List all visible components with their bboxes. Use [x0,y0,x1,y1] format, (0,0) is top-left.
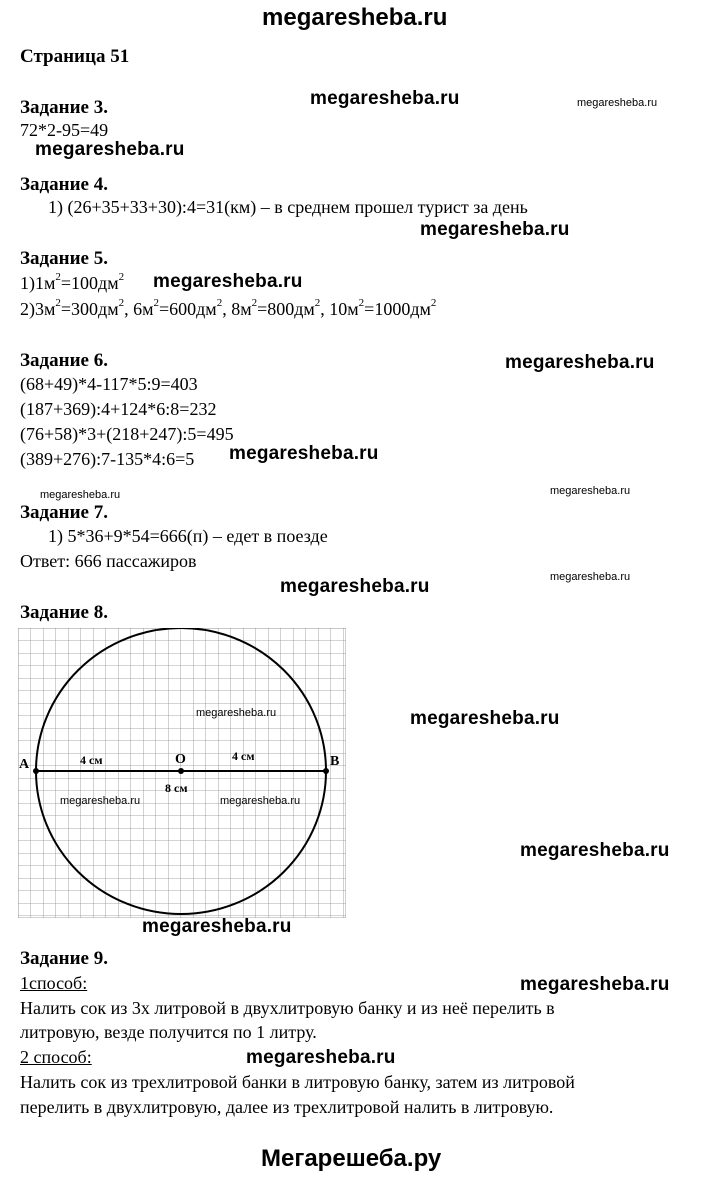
watermark: megaresheba.ru [229,443,379,464]
label-o: O [175,752,186,767]
task-6-title: Задание 6. [20,350,108,371]
task-6-line-4: (389+276):7-135*4:6=5 [20,449,195,469]
point-a [33,768,39,774]
watermark-small: megaresheba.ru [60,795,141,807]
watermark: megaresheba.ru [520,974,670,995]
task-6-line-2: (187+369):4+124*6:8=232 [20,399,217,419]
watermark: megaresheba.ru [520,840,670,861]
task-7-title: Задание 7. [20,502,108,523]
task-7-line: 1) 5*36+9*54=666(п) – едет в поезде [48,526,328,546]
task-9-title: Задание 9. [20,948,108,969]
watermark: megaresheba.ru [35,139,185,160]
task-4-line: 1) (26+35+33+30):4=31(км) – в среднем прошел турист за день [48,197,528,217]
task-6-line-1: (68+49)*4-117*5:9=403 [20,374,198,394]
watermark-small: megaresheba.ru [577,97,658,109]
label-left-radius: 4 см [80,753,103,767]
watermark: megaresheba.ru [410,708,560,729]
task-3-line: 72*2-95=49 [20,120,109,140]
label-right-radius: 4 см [232,749,255,763]
watermark: megaresheba.ru [310,88,460,109]
watermark-small: megaresheba.ru [40,489,121,501]
label-diameter: 8 см [165,781,188,795]
watermark: megaresheba.ru [420,219,570,240]
label-a: A [19,757,30,772]
watermark-small: megaresheba.ru [220,795,301,807]
task-9-way-2-text-1: Налить сок из трехлитровой банки в литровую банку, затем из литровой [20,1072,575,1092]
site-footer: Мегарешеба.ру [261,1145,442,1172]
label-b: B [330,754,340,769]
task-9-way-2-text-2: перелить в двухлитровую, далее из трехлитровой налить в литровую. [20,1097,554,1117]
watermark: megaresheba.ru [153,271,303,292]
task-5-line-1: $1)1м^2=100дм^2$ [20,271,125,293]
point-b [323,768,329,774]
watermark: megaresheba.ru [246,1047,396,1068]
task-9-way-2-label: 2 способ: [20,1047,92,1067]
watermark: megaresheba.ru [142,916,292,937]
watermark: megaresheba.ru [280,576,430,597]
task-6-line-3: (76+58)*3+(218+247):5=495 [20,424,234,444]
point-o [178,768,184,774]
task-9-way-1-text-1: Налить сок из 3х литровой в двухлитровую банку и из неё перелить в [20,998,555,1018]
task-9-way-1-text-2: литровую, везде получится по 1 литру. [20,1022,317,1042]
task-3-title: Задание 3. [20,97,108,118]
circle-drawing [18,628,346,918]
page-title: Страница 51 [20,46,130,67]
site-header: megaresheba.ru [262,4,448,31]
watermark-small: megaresheba.ru [196,707,277,719]
watermark-small: megaresheba.ru [550,571,631,583]
task-4-title: Задание 4. [20,174,108,195]
task-9-way-1-label: 1способ: [20,973,88,993]
watermark-small: megaresheba.ru [550,485,631,497]
watermark: megaresheba.ru [505,352,655,373]
task-8-title: Задание 8. [20,602,108,623]
task-7-answer: Ответ: 666 пассажиров [20,551,197,571]
task-5-title: Задание 5. [20,248,108,269]
task-5-line-2: $2)3м^2=300дм^2$, $6м^2=600дм^2$, $8м^2=800дм^2$, $10м^2=1000дм^2$ [20,297,437,319]
